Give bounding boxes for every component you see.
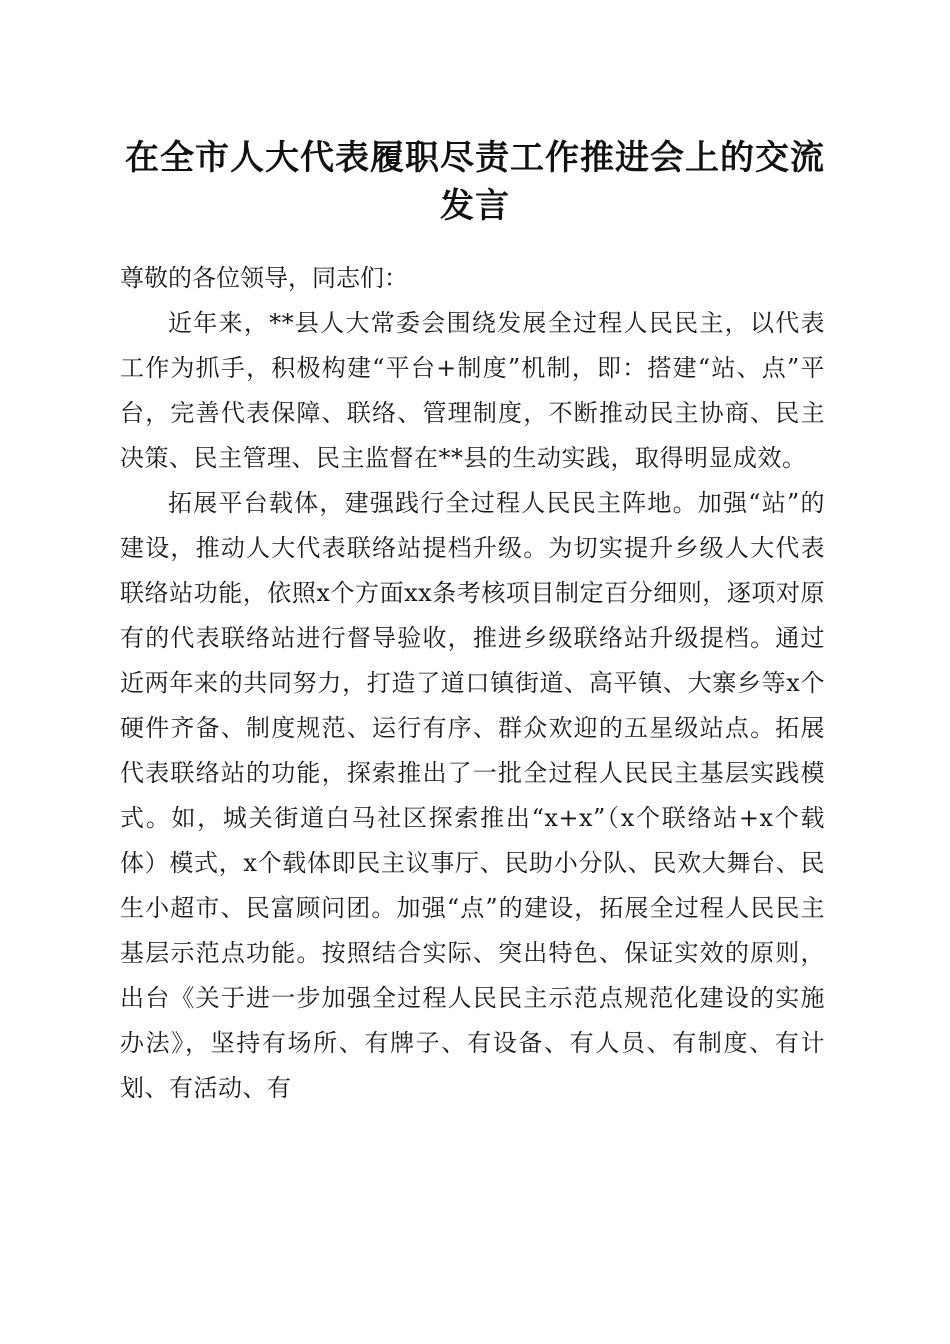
salutation: 尊敬的各位领导，同志们： xyxy=(120,264,408,292)
title-line-1: 在全市人大代表履职尽责工作推进会上的交流 xyxy=(125,138,825,178)
paragraph-intro: 近年来，**县人大常委会围绕发展全过程人民民主，以代表工作为抓手，积极构建“平台+制度”机制，即：搭建“站、点”平台，完善代表保障、联络、管理制度，不断推动民主协商、民主决策、民主管理、民主监督在**县的生动实践，取得明显成效。 xyxy=(120,309,825,472)
document-body xyxy=(120,256,825,1111)
paragraph-platform: 拓展平台载体，建强践行全过程人民民主阵地。加强“站”的建设，推动人大代表联络站提档升级。为切实提升乡级人大代表联络站功能，依照x个方面xx条考核项目制定百分细则，逐项对原有的代表联络站进行督导验收，推进乡级联络站升级提档。通过近两年来的共同努力，打造了道口镇街道、高平镇、大寨乡等x个硬件齐备、制度规范、运行有序、群众欢迎的五星级站点。拓展代表联络站的功能，探索推出了一批全过程人民民主基层实践模式。如，城关街道白马社区探索推出“x+x”（x个联络站+x个载体）模式，x个载体即民主议事厅、民助小分队、民欢大舞台、民生小超市、民富顾问团。加强“点”的建设，拓展全过程人民民主基层示范点功能。按照结合实际、突出特色、保证实效的原则，出台《关于进一步加强全过程人民民主示范点规范化建设的实施办法》，坚持有场所、有牌子、有设备、有人员、有制度、有计划、有活动、有 xyxy=(120,489,825,1102)
title-line-2: 发言 xyxy=(440,186,510,226)
document-title xyxy=(100,134,850,230)
